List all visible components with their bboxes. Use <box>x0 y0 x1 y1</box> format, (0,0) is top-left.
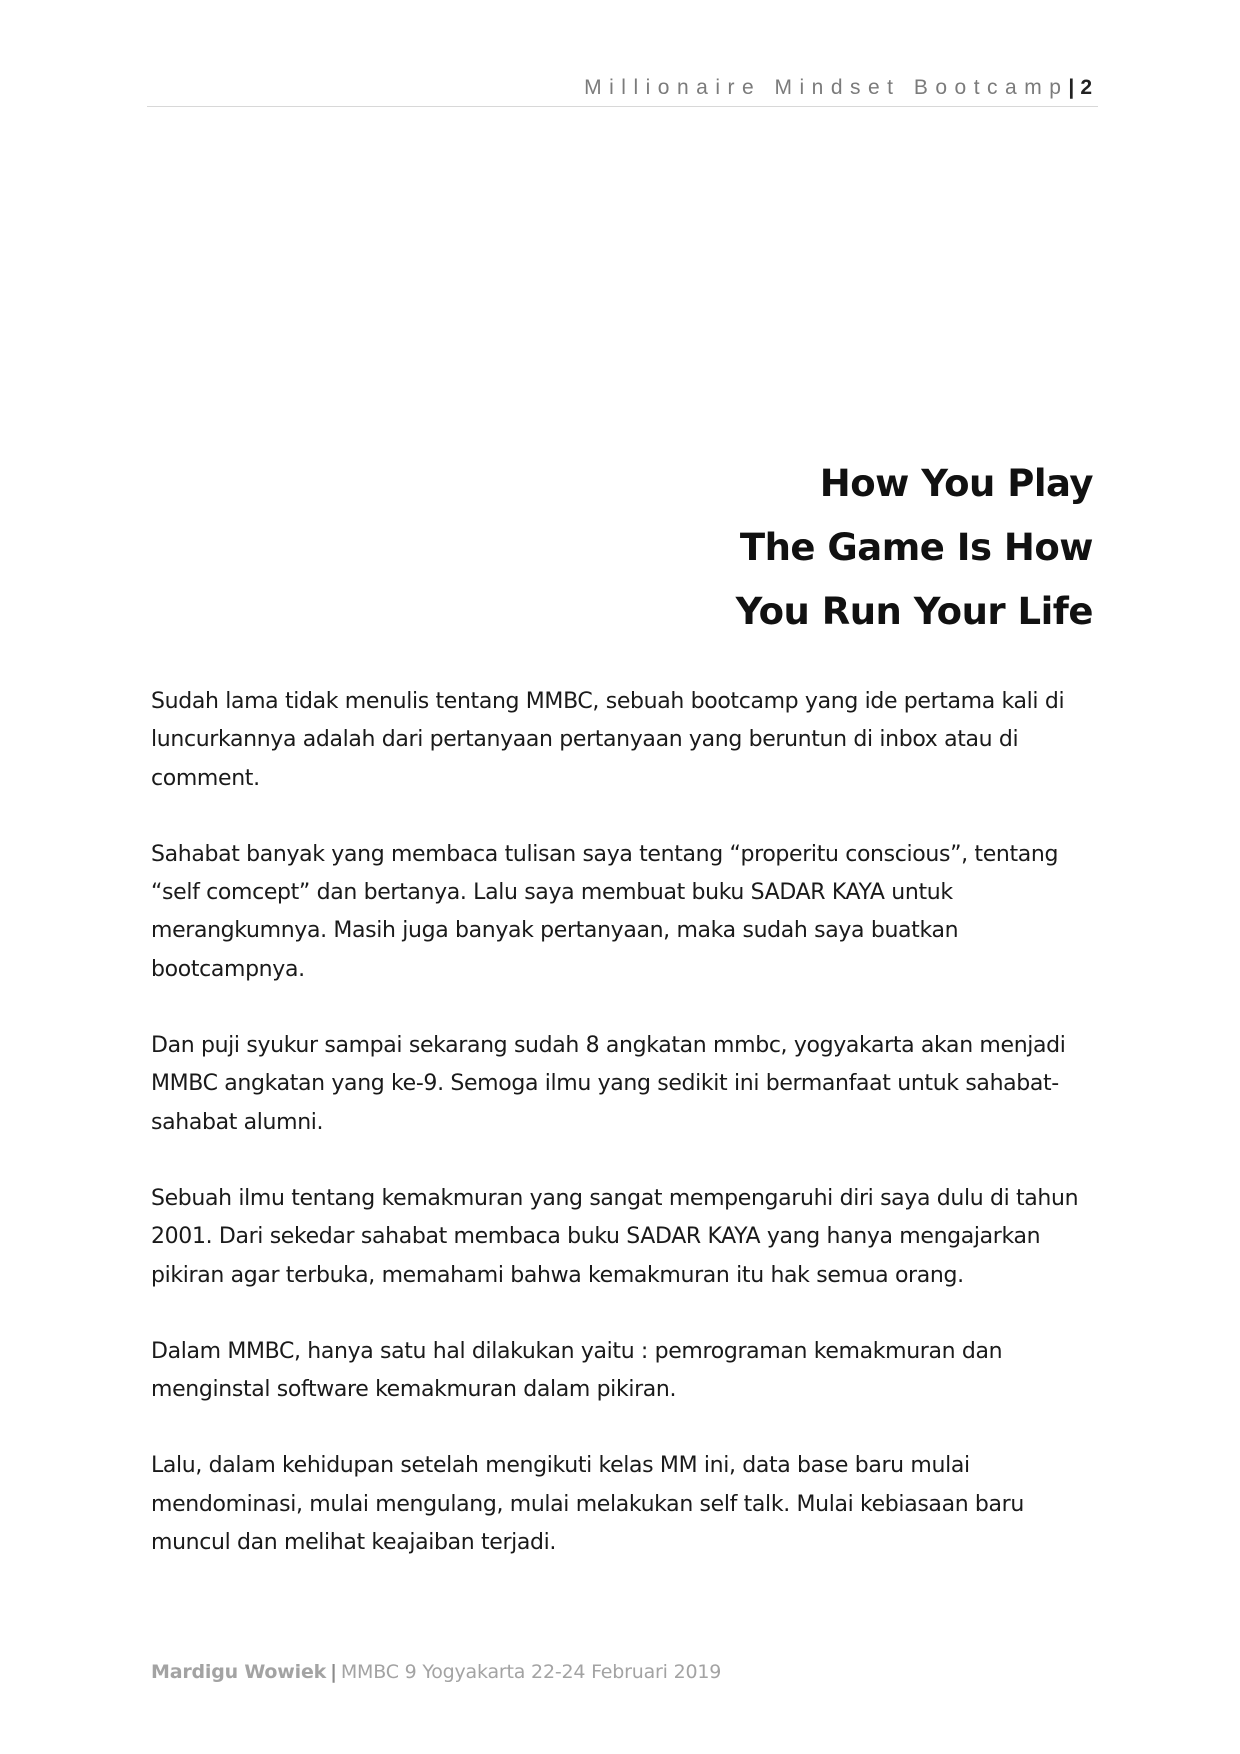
running-header-title: Millionaire Mindset Bootcamp <box>584 76 1069 99</box>
article-body <box>151 683 1101 1600</box>
page-number: 2 <box>1080 76 1092 99</box>
footer-author: Mardigu Wowiek <box>151 1661 327 1683</box>
body-paragraph: Lalu, dalam kehidupan setelah mengikuti kelas MM ini, data base baru mulai mendominasi, mulai mengulang, mulai melakukan self talk. Mulai kebiasaan baru muncul dan melihat keajaiban terjadi. <box>151 1453 1024 1556</box>
article-title-line: How You Play <box>819 462 1093 505</box>
article-title-line: The Game Is How <box>739 526 1093 569</box>
footer-separator: | <box>330 1661 337 1683</box>
body-paragraph: Sudah lama tidak menulis tentang MMBC, sebuah bootcamp yang ide pertama kali di luncurkannya adalah dari pertanyaan pertanyaan yang beruntun di inbox atau di comment. <box>151 689 1065 791</box>
running-header-separator: | <box>1068 76 1075 99</box>
body-paragraph: Dalam MMBC, hanya satu hal dilakukan yaitu : pemrograman kemakmuran dan menginstal software kemakmuran dalam pikiran. <box>151 1338 1003 1403</box>
body-paragraph: Sebuah ilmu tentang kemakmuran yang sangat mempengaruhi diri saya dulu di tahun 2001. Dari sekedar sahabat membaca buku SADAR KAYA yang hanya mengajarkan pikiran agar terbuka, memahami bahwa kemakmuran itu hak semua orang. <box>151 1185 1079 1288</box>
footer-event: MMBC 9 Yogyakarta 22-24 Februari 2019 <box>340 1661 722 1683</box>
body-paragraph: Sahabat banyak yang membaca tulisan saya tentang “properitu conscious”, tentang “self comcept” dan bertanya. Lalu saya membuat buku SADAR KAYA untuk merangkumnya. Masih juga banyak pertanyaan, maka sudah saya buatkan bootcampnya. <box>151 841 1059 982</box>
page-header <box>147 70 1098 107</box>
body-paragraph: Dan puji syukur sampai sekarang sudah 8 angkatan mmbc, yogyakarta akan menjadi MMBC angkatan yang ke-9. Semoga ilmu yang sedikit ini bermanfaat untuk sahabat-sahabat alumni. <box>151 1033 1066 1135</box>
running-header <box>584 75 1092 101</box>
article-title-line: You Run Your Life <box>735 590 1093 633</box>
page-footer <box>151 1660 721 1684</box>
article-title <box>736 452 1093 644</box>
